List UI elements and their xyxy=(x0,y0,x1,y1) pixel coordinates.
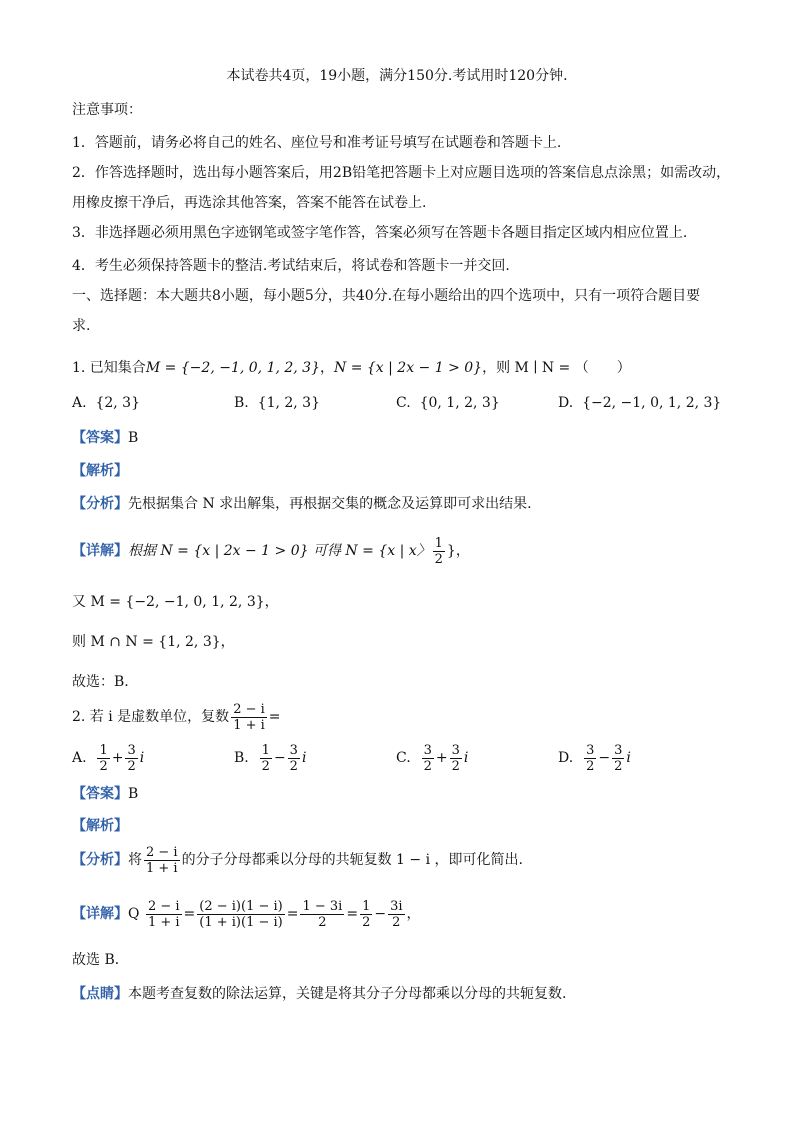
q2-answer: 【答案】B xyxy=(72,786,139,802)
question-2: 2. 若 i 是虚数单位，复数 $\frac{2 - i}{1 + i}$ = xyxy=(72,701,281,733)
exam-intro: 本试卷共4页，19小题，满分150分.考试用时120分钟. xyxy=(226,68,568,84)
q2-fenxi: 【分析】将 $\frac{2 - i}{1 + i}$ 的分子分母都乘以分母的共轭复数 1 − i ，即可化简出. xyxy=(72,844,523,876)
q1-set-m: M = {−2, −1, 0, 1, 2, 3} xyxy=(145,360,320,376)
q1-step-3: 则 M ∩ N = {1, 2, 3}， xyxy=(72,634,235,650)
note-2-cont: 用橡皮擦干净后，再选涂其他答案，答案不能答在试卷上. xyxy=(72,195,427,211)
q1-set-n: N = {x | 2x − 1 > 0} xyxy=(334,360,483,376)
q1-half-fraction: $\frac{1}{2}$ xyxy=(434,535,443,567)
q2-option-b: B. $\frac{1}{2}$ − $\frac{3}{2}$ i xyxy=(234,742,307,774)
q1-sep: ， xyxy=(320,360,334,376)
q1-option-b: B. {1, 2, 3} xyxy=(234,395,320,411)
q2-option-d: D. $\frac{3}{2}$ − $\frac{3}{2}$ i xyxy=(558,742,631,774)
q1-tail: ，则 M ∣ N = （ ） xyxy=(482,360,631,376)
note-2: 2．作答选择题时，选出每小题答案后，用2B铅笔把答题卡上对应题目选项的答案信息点涂黑；如需改动， xyxy=(72,165,731,181)
q1-prefix: 1. 已知集合 xyxy=(72,360,146,376)
q2-analysis-heading: 【解析】 xyxy=(72,818,128,834)
section-heading-cont: 求. xyxy=(72,318,91,334)
q1-option-a: A. {2, 3} xyxy=(72,395,140,411)
q1-option-d: D. {−2, −1, 0, 1, 2, 3} xyxy=(558,395,722,411)
q2-option-c: C. $\frac{3}{2}$ + $\frac{3}{2}$ i xyxy=(396,742,469,774)
q2-conclusion: 故选 B． xyxy=(72,952,129,968)
q2-dianjing: 【点睛】本题考查复数的除法运算，关键是将其分子分母都乘以分母的共轭复数. xyxy=(72,986,567,1002)
question-1 xyxy=(72,358,722,378)
section-heading: 一、选择题：本大题共8小题，每小题5分，共40分.在每小题给出的四个选项中，只有一项符合题目要 xyxy=(72,288,701,304)
q1-option-c: C. {0, 1, 2, 3} xyxy=(396,395,500,411)
q1-conclusion: 故选：B. xyxy=(72,674,129,690)
q2-fraction: $\frac{2 - i}{1 + i}$ xyxy=(233,701,265,733)
notes-title: 注意事项： xyxy=(72,102,142,118)
q1-xiangjie: 【详解】根据 N = {x | 2x − 1 > 0} 可得 N = {x | x〉 $\frac{1}{2}$ }， xyxy=(72,535,470,567)
q1-answer: 【答案】B xyxy=(72,430,139,446)
q1-analysis-heading: 【解析】 xyxy=(72,463,128,479)
q2-xiangjie: 【详解】Q $\frac{2 - i}{1 + i}$ = $\frac{(2 - i)(1 - i)}{(1 + i)(1 - i)}$ = $\frac{1 - 3i}{2}$ = $\frac{1}{2}$ − $\frac{3i}{2}$ ， xyxy=(72,898,421,930)
q1-step-2: 又 M = {−2, −1, 0, 1, 2, 3}， xyxy=(72,594,279,610)
q2-option-a: A. $\frac{1}{2}$ + $\frac{3}{2}$ i xyxy=(72,742,145,774)
note-1: 1．答题前，请务必将自己的姓名、座位号和准考证号填写在试题卷和答题卡上. xyxy=(72,135,562,151)
note-3: 3．非选择题必须用黑色字迹钢笔或签字笔作答，答案必须写在答题卡各题目指定区域内相应位置上. xyxy=(72,225,688,241)
note-4: 4．考生必须保持答题卡的整洁.考试结束后，将试卷和答题卡一并交回. xyxy=(72,258,510,274)
q1-fenxi: 【分析】先根据集合 N 求出解集，再根据交集的概念及运算即可求出结果. xyxy=(72,496,532,512)
